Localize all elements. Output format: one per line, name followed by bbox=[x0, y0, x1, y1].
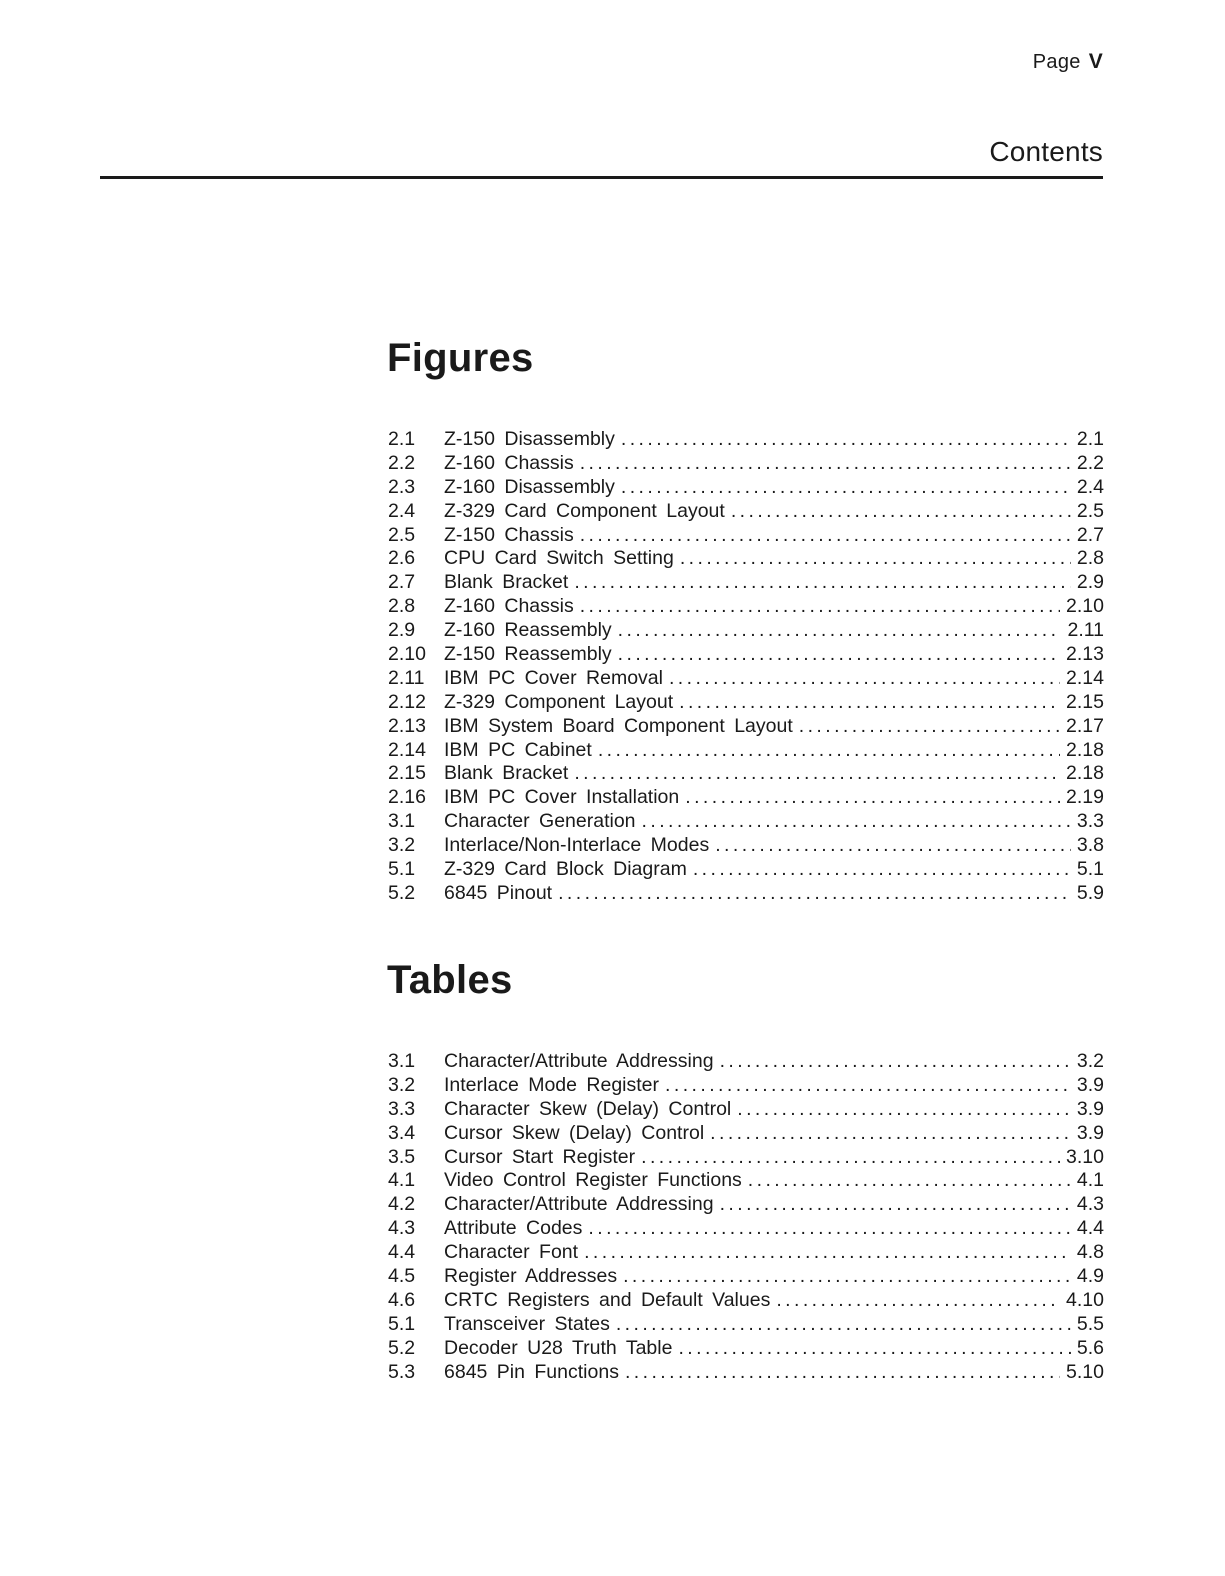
figure-entry bbox=[388, 882, 1104, 906]
figure-title: Blank Bracket bbox=[444, 571, 569, 594]
dot-leader bbox=[574, 762, 1060, 785]
figure-title: Z-150 Disassembly bbox=[444, 428, 615, 450]
dot-leader bbox=[678, 1337, 1070, 1360]
table-entry bbox=[388, 1361, 1104, 1385]
figure-page: 2.9 bbox=[1076, 571, 1104, 594]
figure-entry bbox=[388, 619, 1104, 643]
table-entry bbox=[388, 1169, 1104, 1193]
table-number: 4.5 bbox=[388, 1265, 416, 1288]
table-title: Cursor Start Register bbox=[444, 1145, 636, 1168]
table-page: 3.10 bbox=[1066, 1145, 1104, 1168]
figures-heading: Figures bbox=[387, 336, 534, 380]
figure-page: 2.18 bbox=[1066, 762, 1104, 785]
figure-title: Interlace/Non-Interlace Modes bbox=[444, 834, 710, 857]
dot-leader bbox=[715, 834, 1071, 857]
table-title: CRTC Registers and Default Values bbox=[444, 1288, 771, 1311]
figure-page: 5.9 bbox=[1076, 881, 1104, 904]
figure-entry bbox=[388, 643, 1104, 667]
table-entry bbox=[388, 1146, 1104, 1170]
figure-entry bbox=[388, 547, 1104, 571]
figure-number: 2.14 bbox=[388, 738, 426, 761]
figure-entry bbox=[388, 667, 1104, 691]
figure-entry bbox=[388, 476, 1104, 500]
table-number: 3.5 bbox=[388, 1145, 416, 1168]
dot-leader bbox=[693, 858, 1071, 881]
table-page: 4.4 bbox=[1076, 1217, 1104, 1240]
table-entry bbox=[388, 1337, 1104, 1361]
figure-number: 2.10 bbox=[388, 643, 426, 666]
figure-page: 2.2 bbox=[1076, 451, 1104, 474]
table-page: 3.9 bbox=[1076, 1097, 1104, 1120]
table-number: 4.3 bbox=[388, 1217, 416, 1240]
figure-number: 2.4 bbox=[388, 499, 416, 522]
figure-title: IBM PC Cover Installation bbox=[444, 786, 680, 809]
page-number: V bbox=[1088, 50, 1103, 73]
dot-leader bbox=[625, 1361, 1060, 1384]
dot-leader bbox=[558, 882, 1071, 905]
table-title: Video Control Register Functions bbox=[444, 1169, 742, 1192]
figure-entry bbox=[388, 595, 1104, 619]
figure-entry bbox=[388, 810, 1104, 834]
figure-title: IBM System Board Component Layout bbox=[444, 714, 793, 737]
figure-title: Z-150 Chassis bbox=[444, 523, 574, 546]
dot-leader bbox=[720, 1050, 1071, 1073]
dot-leader bbox=[680, 547, 1071, 570]
figure-title: CPU Card Switch Setting bbox=[444, 547, 674, 570]
figure-page: 2.13 bbox=[1066, 643, 1104, 666]
dot-leader bbox=[642, 810, 1071, 833]
figure-entry bbox=[388, 691, 1104, 715]
dot-leader bbox=[710, 1122, 1071, 1145]
figure-title: Z-150 Reassembly bbox=[444, 643, 612, 666]
table-page: 3.9 bbox=[1076, 1121, 1104, 1144]
dot-leader bbox=[580, 595, 1060, 618]
table-title: Register Addresses bbox=[444, 1265, 618, 1288]
dot-leader bbox=[665, 1074, 1071, 1097]
table-entry bbox=[388, 1289, 1104, 1313]
figure-page: 2.14 bbox=[1066, 666, 1104, 689]
figure-entry bbox=[388, 834, 1104, 858]
figure-number: 5.1 bbox=[388, 858, 416, 881]
table-number: 3.4 bbox=[388, 1121, 416, 1144]
figure-page: 2.1 bbox=[1076, 428, 1104, 450]
dot-leader bbox=[584, 1241, 1071, 1264]
dot-leader bbox=[588, 1217, 1070, 1240]
table-number: 3.1 bbox=[388, 1050, 416, 1072]
table-page: 4.3 bbox=[1076, 1193, 1104, 1216]
figure-title: Z-160 Chassis bbox=[444, 595, 574, 618]
dot-leader bbox=[720, 1193, 1071, 1216]
figure-number: 2.15 bbox=[388, 762, 426, 785]
dot-leader bbox=[776, 1289, 1060, 1312]
figure-page: 2.7 bbox=[1076, 523, 1104, 546]
table-entry bbox=[388, 1098, 1104, 1122]
figure-title: Z-160 Reassembly bbox=[444, 619, 612, 642]
figure-entry bbox=[388, 500, 1104, 524]
figure-entry bbox=[388, 858, 1104, 882]
table-title: Cursor Skew (Delay) Control bbox=[444, 1121, 705, 1144]
tables-heading: Tables bbox=[387, 958, 513, 1002]
figure-title: Z-329 Card Component Layout bbox=[444, 499, 725, 522]
dot-leader bbox=[618, 643, 1060, 666]
table-title: Decoder U28 Truth Table bbox=[444, 1336, 673, 1359]
figure-title: IBM PC Cover Removal bbox=[444, 666, 663, 689]
figure-number: 5.2 bbox=[388, 881, 416, 904]
figure-title: Blank Bracket bbox=[444, 762, 569, 785]
table-page: 3.2 bbox=[1076, 1050, 1104, 1072]
figure-page: 2.10 bbox=[1066, 595, 1104, 618]
table-entry bbox=[388, 1241, 1104, 1265]
dot-leader bbox=[574, 571, 1071, 594]
table-number: 3.2 bbox=[388, 1073, 416, 1096]
figure-number: 2.9 bbox=[388, 619, 416, 642]
page-label bbox=[1033, 50, 1103, 74]
table-number: 4.4 bbox=[388, 1241, 416, 1264]
table-page: 4.8 bbox=[1076, 1241, 1104, 1264]
figure-title: Z-329 Card Block Diagram bbox=[444, 858, 687, 881]
figures-list bbox=[388, 428, 1104, 906]
figure-page: 2.5 bbox=[1076, 499, 1104, 522]
figure-entry bbox=[388, 786, 1104, 810]
dot-leader bbox=[669, 667, 1060, 690]
figure-number: 3.1 bbox=[388, 810, 416, 833]
figure-number: 2.13 bbox=[388, 714, 426, 737]
dot-leader bbox=[748, 1169, 1071, 1192]
figure-page: 5.1 bbox=[1076, 858, 1104, 881]
table-number: 5.3 bbox=[388, 1360, 416, 1383]
figure-entry bbox=[388, 739, 1104, 763]
dot-leader bbox=[580, 452, 1071, 475]
figure-title: 6845 Pinout bbox=[444, 881, 553, 904]
table-title: Character Font bbox=[444, 1241, 579, 1264]
dot-leader bbox=[621, 428, 1071, 451]
table-entry bbox=[388, 1193, 1104, 1217]
table-page: 3.9 bbox=[1076, 1073, 1104, 1096]
figure-title: Z-329 Component Layout bbox=[444, 690, 674, 713]
dot-leader bbox=[621, 476, 1071, 499]
table-number: 4.2 bbox=[388, 1193, 416, 1216]
figure-number: 2.11 bbox=[388, 666, 425, 689]
figure-title: Z-160 Disassembly bbox=[444, 475, 615, 498]
figure-page: 2.4 bbox=[1076, 475, 1104, 498]
figure-entry bbox=[388, 715, 1104, 739]
table-number: 5.1 bbox=[388, 1312, 416, 1335]
table-entry bbox=[388, 1122, 1104, 1146]
table-title: Character/Attribute Addressing bbox=[444, 1193, 714, 1216]
figure-number: 2.7 bbox=[388, 571, 416, 594]
table-entry bbox=[388, 1265, 1104, 1289]
figure-number: 2.12 bbox=[388, 690, 426, 713]
figure-entry bbox=[388, 762, 1104, 786]
header-rule bbox=[100, 176, 1103, 179]
table-entry bbox=[388, 1074, 1104, 1098]
figure-page: 2.15 bbox=[1066, 690, 1104, 713]
table-page: 5.10 bbox=[1066, 1360, 1104, 1383]
page-word: Page bbox=[1032, 51, 1081, 73]
figure-entry bbox=[388, 452, 1104, 476]
figure-page: 3.3 bbox=[1076, 810, 1104, 833]
figure-number: 2.3 bbox=[388, 475, 416, 498]
table-page: 4.10 bbox=[1066, 1288, 1104, 1311]
figure-entry bbox=[388, 524, 1104, 548]
figure-number: 2.1 bbox=[388, 428, 416, 450]
dot-leader bbox=[737, 1098, 1071, 1121]
table-number: 4.6 bbox=[388, 1288, 416, 1311]
figure-number: 2.8 bbox=[388, 595, 416, 618]
running-head: Contents bbox=[989, 136, 1103, 167]
figure-title: Z-160 Chassis bbox=[444, 451, 574, 474]
dot-leader bbox=[616, 1313, 1071, 1336]
table-entry bbox=[388, 1313, 1104, 1337]
table-number: 3.3 bbox=[388, 1097, 416, 1120]
tables-list bbox=[388, 1050, 1104, 1384]
table-number: 5.2 bbox=[388, 1336, 416, 1359]
dot-leader bbox=[679, 691, 1060, 714]
figure-page: 2.8 bbox=[1076, 547, 1104, 570]
table-page: 5.6 bbox=[1076, 1336, 1104, 1359]
figure-number: 2.2 bbox=[388, 451, 416, 474]
dot-leader bbox=[623, 1265, 1071, 1288]
figure-number: 2.16 bbox=[388, 786, 426, 809]
table-number: 4.1 bbox=[388, 1169, 416, 1192]
dot-leader bbox=[618, 619, 1062, 642]
table-title: Character/Attribute Addressing bbox=[444, 1050, 714, 1072]
table-page: 4.9 bbox=[1076, 1265, 1104, 1288]
figure-number: 2.6 bbox=[388, 547, 416, 570]
dot-leader bbox=[799, 715, 1060, 738]
table-title: Attribute Codes bbox=[444, 1217, 583, 1240]
figure-page: 2.17 bbox=[1066, 714, 1104, 737]
figure-entry bbox=[388, 428, 1104, 452]
table-entry bbox=[388, 1050, 1104, 1074]
table-title: Interlace Mode Register bbox=[444, 1073, 660, 1096]
table-page: 4.1 bbox=[1076, 1169, 1104, 1192]
figure-page: 2.19 bbox=[1066, 786, 1104, 809]
figure-title: Character Generation bbox=[444, 810, 636, 833]
dot-leader bbox=[641, 1146, 1060, 1169]
table-entry bbox=[388, 1217, 1104, 1241]
figure-page: 3.8 bbox=[1076, 834, 1104, 857]
dot-leader bbox=[731, 500, 1071, 523]
dot-leader bbox=[685, 786, 1060, 809]
dot-leader bbox=[580, 524, 1071, 547]
table-title: Transceiver States bbox=[444, 1312, 610, 1335]
table-title: Character Skew (Delay) Control bbox=[444, 1097, 732, 1120]
figure-title: IBM PC Cabinet bbox=[444, 738, 592, 761]
table-page: 5.5 bbox=[1076, 1312, 1104, 1335]
figure-page: 2.11 bbox=[1067, 619, 1104, 642]
figure-entry bbox=[388, 571, 1104, 595]
table-title: 6845 Pin Functions bbox=[444, 1360, 619, 1383]
dot-leader bbox=[598, 739, 1060, 762]
figure-page: 2.18 bbox=[1066, 738, 1104, 761]
figure-number: 3.2 bbox=[388, 834, 416, 857]
figure-number: 2.5 bbox=[388, 523, 416, 546]
